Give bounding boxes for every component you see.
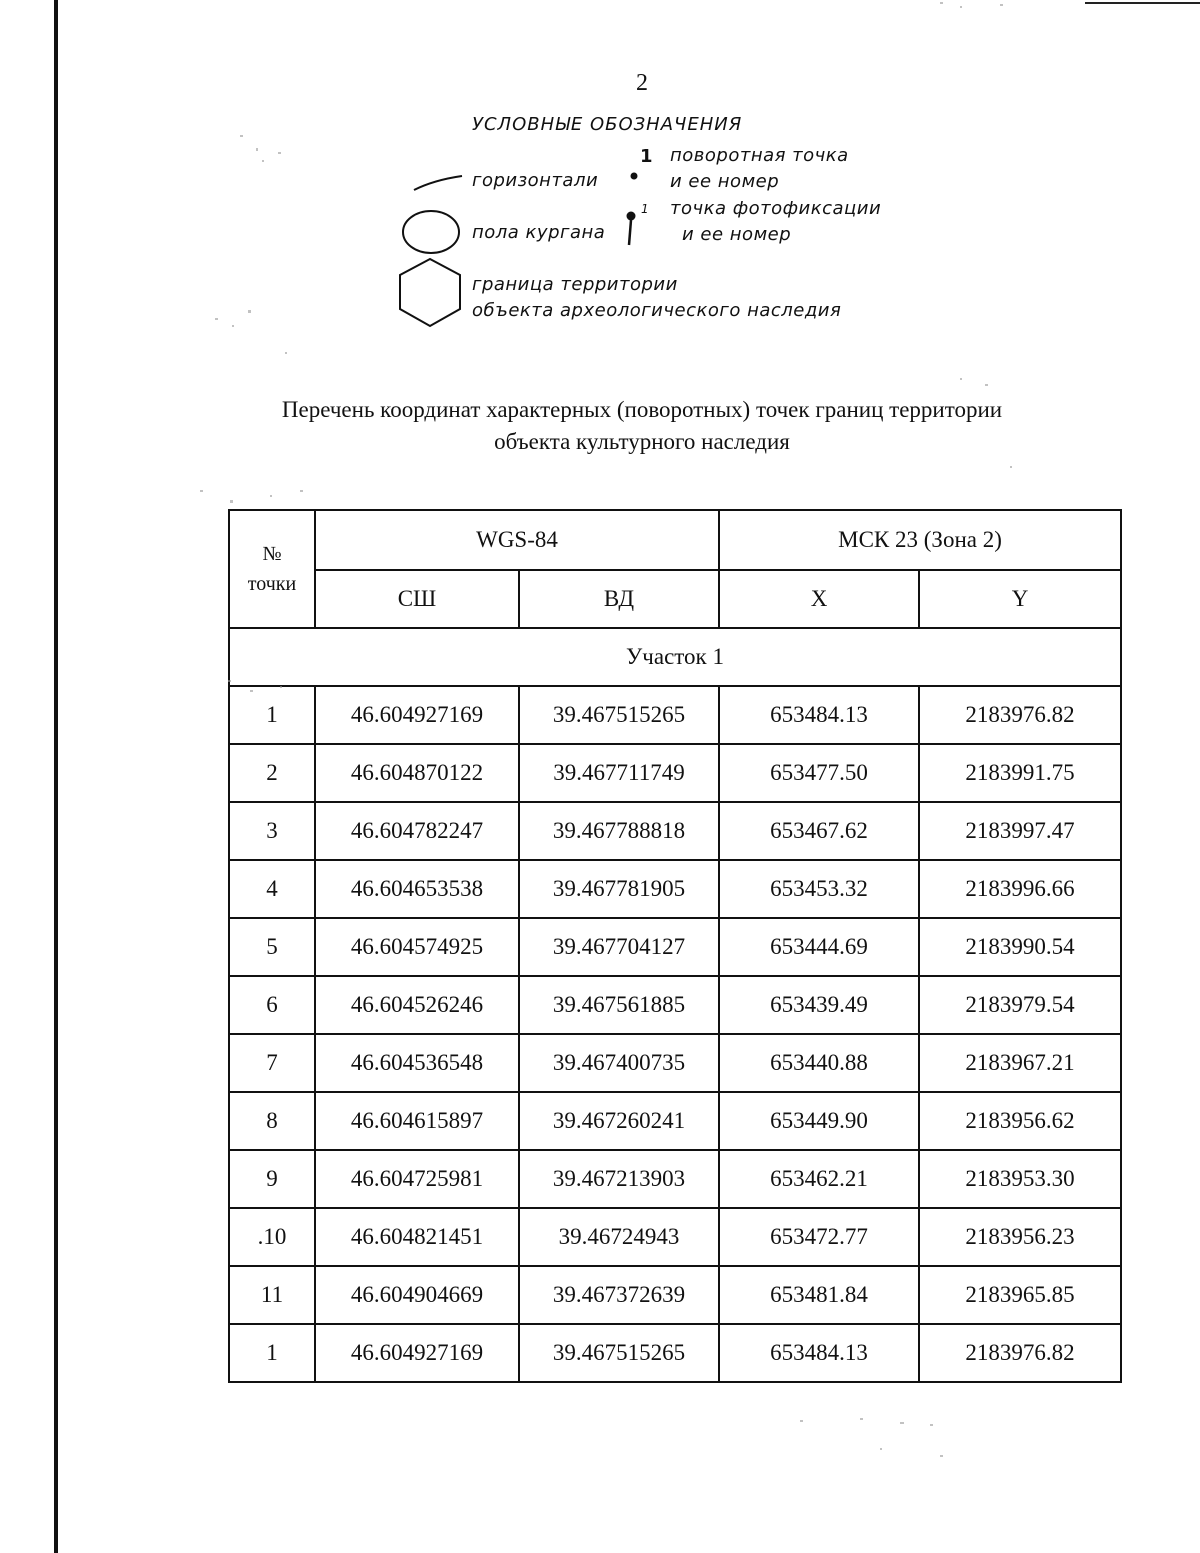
x-cell: 653467.62	[719, 802, 919, 860]
x-cell: 653472.77	[719, 1208, 919, 1266]
legend-mound-label: пола кургана	[472, 222, 606, 243]
x-cell: 653484.13	[719, 686, 919, 744]
y-cell: 2183997.47	[919, 802, 1121, 860]
y-cell: 2183967.21	[919, 1034, 1121, 1092]
lon-cell: 39.467515265	[519, 686, 719, 744]
point-number-cell: 5	[229, 918, 315, 976]
lat-cell: 46.604870122	[315, 744, 519, 802]
x-header: X	[719, 570, 919, 628]
lon-cell: 39.467400735	[519, 1034, 719, 1092]
lat-cell: 46.604536548	[315, 1034, 519, 1092]
page-number: 2	[636, 70, 648, 96]
lon-cell: 39.46724943	[519, 1208, 719, 1266]
point-number-cell: 1	[229, 686, 315, 744]
lat-header: СШ	[315, 570, 519, 628]
y-cell: 2183979.54	[919, 976, 1121, 1034]
point-number-header-line-2: точки	[247, 573, 297, 595]
x-cell: 653477.50	[719, 744, 919, 802]
lat-cell: 46.604782247	[315, 802, 519, 860]
lon-cell: 39.467260241	[519, 1092, 719, 1150]
y-cell: 2183976.82	[919, 686, 1121, 744]
point-number-cell: 3	[229, 802, 315, 860]
lat-cell: 46.604927169	[315, 686, 519, 744]
y-cell: 2183991.75	[919, 744, 1121, 802]
x-cell: 653453.32	[719, 860, 919, 918]
x-cell: 653444.69	[719, 918, 919, 976]
legend-turning-point-number: 1	[640, 146, 654, 167]
y-cell: 2183953.30	[919, 1150, 1121, 1208]
legend-boundary-label-1: граница территории	[472, 274, 678, 295]
y-cell: 2183956.62	[919, 1092, 1121, 1150]
legend-boundary-label-2: объекта археологического наследия	[472, 300, 842, 321]
lon-cell: 39.467372639	[519, 1266, 719, 1324]
wgs-group-header: WGS-84	[315, 510, 719, 570]
y-cell: 2183956.23	[919, 1208, 1121, 1266]
legend-title: УСЛОВНЫЕ ОБОЗНАЧЕНИЯ	[472, 114, 743, 135]
caption-line-2: объекта культурного наследия	[494, 429, 790, 454]
lat-cell: 46.604904669	[315, 1266, 519, 1324]
legend-contours-label: горизонтали	[472, 170, 599, 191]
caption-line-1: Перечень координат характерных (поворотных) точек границ территории	[281, 397, 1003, 422]
lat-cell: 46.604615897	[315, 1092, 519, 1150]
y-header: Y	[919, 570, 1121, 628]
lon-cell: 39.467515265	[519, 1324, 719, 1382]
point-number-cell: 6	[229, 976, 315, 1034]
legend-turning-point-label-2: и ее номер	[670, 171, 780, 192]
lat-cell: 46.604526246	[315, 976, 519, 1034]
section-label: Участок 1	[229, 628, 1121, 686]
point-number-cell: 1	[229, 1324, 315, 1382]
lat-cell: 46.604653538	[315, 860, 519, 918]
lon-cell: 39.467781905	[519, 860, 719, 918]
y-cell: 2183976.82	[919, 1324, 1121, 1382]
point-number-cell: 7	[229, 1034, 315, 1092]
legend-photo-point-label-2: и ее номер	[682, 224, 792, 245]
lat-cell: 46.604821451	[315, 1208, 519, 1266]
lon-cell: 39.467788818	[519, 802, 719, 860]
lon-cell: 39.467711749	[519, 744, 719, 802]
point-number-header-line-1: №	[262, 543, 282, 565]
x-cell: 653449.90	[719, 1092, 919, 1150]
x-cell: 653481.84	[719, 1266, 919, 1324]
point-number-cell: .10	[229, 1208, 315, 1266]
legend-photo-point-number: 1	[641, 202, 650, 216]
lat-cell: 46.604927169	[315, 1324, 519, 1382]
lat-cell: 46.604725981	[315, 1150, 519, 1208]
x-cell: 653439.49	[719, 976, 919, 1034]
point-number-cell: 8	[229, 1092, 315, 1150]
point-number-cell: 11	[229, 1266, 315, 1324]
point-number-cell: 2	[229, 744, 315, 802]
lon-cell: 39.467213903	[519, 1150, 719, 1208]
point-number-cell: 4	[229, 860, 315, 918]
lat-cell: 46.604574925	[315, 918, 519, 976]
y-cell: 2183996.66	[919, 860, 1121, 918]
legend-photo-point-label-1: точка фотофиксации	[670, 198, 882, 219]
lon-header: ВД	[519, 570, 719, 628]
legend-turning-point-label-1: поворотная точка	[670, 145, 849, 166]
y-cell: 2183965.85	[919, 1266, 1121, 1324]
x-cell: 653462.21	[719, 1150, 919, 1208]
y-cell: 2183990.54	[919, 918, 1121, 976]
msk-group-header: МСК 23 (Зона 2)	[719, 510, 1121, 570]
lon-cell: 39.467561885	[519, 976, 719, 1034]
lon-cell: 39.467704127	[519, 918, 719, 976]
point-number-cell: 9	[229, 1150, 315, 1208]
x-cell: 653484.13	[719, 1324, 919, 1382]
x-cell: 653440.88	[719, 1034, 919, 1092]
